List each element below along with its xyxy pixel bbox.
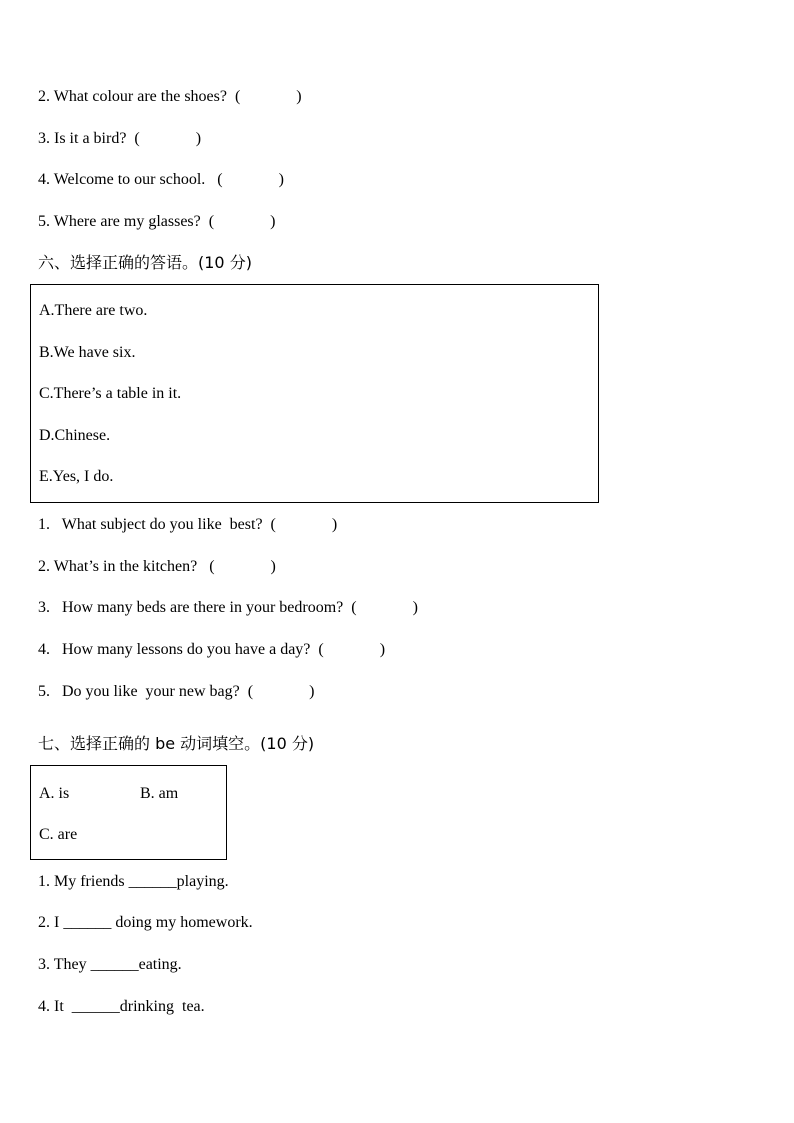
question-5-4: 4. Welcome to our school. ( ) bbox=[38, 171, 284, 188]
question-5-5: 5. Where are my glasses? ( ) bbox=[38, 213, 276, 230]
option-a: A.There are two. bbox=[39, 302, 148, 319]
question-5-2: 2. What colour are the shoes? ( ) bbox=[38, 88, 302, 105]
question-6-3: 3. How many beds are there in your bedroom? ( ) bbox=[38, 599, 418, 616]
question-6-2: 2. What’s in the kitchen? ( ) bbox=[38, 558, 276, 575]
option-d: D.Chinese. bbox=[39, 427, 111, 444]
section-7-title: 七、选择正确的 be 动词填空。(10 分) bbox=[38, 734, 315, 753]
question-7-4: 4. It ______drinking tea. bbox=[38, 998, 205, 1015]
question-7-1: 1. My friends ______playing. bbox=[38, 873, 229, 890]
option-is: A. is bbox=[39, 785, 70, 802]
option-are: C. are bbox=[39, 826, 78, 843]
question-7-3: 3. They ______eating. bbox=[38, 956, 182, 973]
question-6-5: 5. Do you like your new bag? ( ) bbox=[38, 683, 315, 700]
section-6-title: 六、选择正确的答语。(10 分) bbox=[38, 253, 252, 272]
section-7-options-box bbox=[30, 765, 227, 860]
question-7-2: 2. I ______ doing my homework. bbox=[38, 914, 253, 931]
option-am: B. am bbox=[140, 785, 179, 802]
option-b: B.We have six. bbox=[39, 344, 136, 361]
question-5-3: 3. Is it a bird? ( ) bbox=[38, 130, 202, 147]
option-e: E.Yes, I do. bbox=[39, 468, 114, 485]
section-6-options-box bbox=[30, 284, 599, 503]
question-6-4: 4. How many lessons do you have a day? ( ) bbox=[38, 641, 386, 658]
question-6-1: 1. What subject do you like best? ( ) bbox=[38, 516, 338, 533]
option-c: C.There’s a table in it. bbox=[39, 385, 182, 402]
